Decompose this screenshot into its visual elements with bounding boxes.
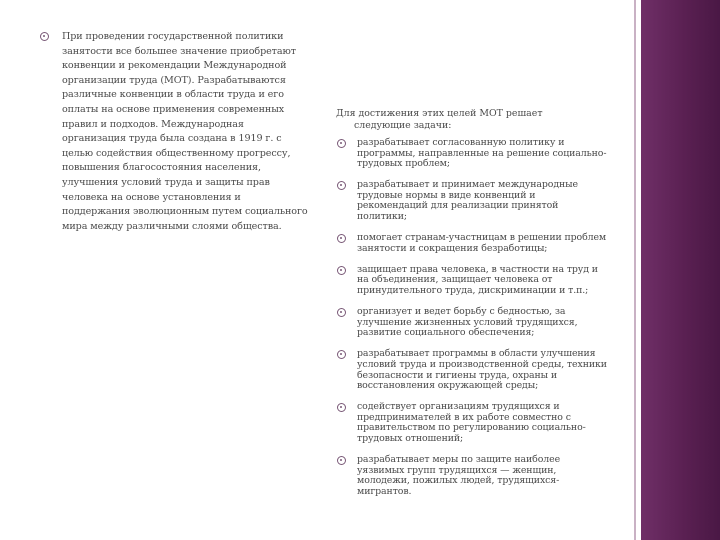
task-text: разрабатывает согласованную политику и программы, направленные на решение социально-трудовых проблем;	[357, 137, 607, 170]
left-paragraph: При проведении государственной политики занятости все большее значение приобретают конвенции и рекомендации Международной организации труда (МОТ). Разрабатываются различные конвенции в области труда и его оплаты на основе применения современных правил и подходов. Международная организация труда была создана в 1919 г. с целью содействия общественному прогрессу, повышения благосостояния населения, улучшения условий труда и защиты прав человека на основе установления и поддержания эволюционным путем социального мира между различными слоями общества.	[62, 31, 308, 232]
task-item	[336, 349, 608, 391]
task-text: защищает права человека, в частности на труд и на объединения, защищает человека от принудительного труда, дискриминации и т.п.;	[357, 263, 598, 297]
decorative-side-panel	[641, 0, 720, 540]
task-text: помогает странам-участницам в решении проблем занятости и сокращения безработицы;	[357, 232, 607, 254]
divider-line	[634, 0, 636, 540]
right-column	[336, 108, 608, 508]
task-item	[336, 402, 608, 444]
task-item	[336, 138, 608, 170]
task-item	[336, 455, 608, 497]
task-item	[336, 180, 608, 222]
tasks-intro-line-1: Для достижения этих целей МОТ решает	[336, 108, 543, 119]
left-bullet-item	[40, 30, 310, 234]
task-item	[336, 265, 608, 297]
bullet-icon	[40, 32, 49, 41]
task-text: содействует организациям трудящихся и предпринимателей в их работе совместно с правительством по регулированию социально-трудовых отношений;	[357, 401, 586, 445]
left-column	[40, 30, 310, 234]
task-text: разрабатывает программы в области улучшения условий труда и производственной среды, техники безопасности и гигиены труда, охраны и восстановления окружающей среды;	[357, 348, 607, 392]
tasks-intro	[336, 108, 608, 132]
task-text: разрабатывает и принимает международные трудовые нормы в виде конвенций и рекомендаций для реализации принятой политики;	[357, 179, 578, 223]
bullet-icon	[337, 139, 346, 148]
bullet-icon	[337, 234, 346, 243]
tasks-list	[336, 138, 608, 498]
task-text: разрабатывает меры по защите наиболее уязвимых групп трудящихся — женщин, молодежи, пожилых людей, трудящихся-мигрантов.	[357, 454, 561, 497]
bullet-icon	[337, 350, 346, 359]
bullet-icon	[337, 266, 346, 275]
tasks-intro-line-2: следующие задачи:	[354, 120, 452, 131]
bullet-icon	[337, 456, 346, 465]
task-text: организует и ведет борьбу с бедностью, за улучшение жизненных условий трудящихся, развитие социального обеспечения;	[357, 306, 578, 339]
bullet-icon	[337, 308, 346, 317]
bullet-icon	[337, 181, 346, 190]
bullet-icon	[337, 403, 346, 412]
task-item	[336, 233, 608, 254]
task-item	[336, 307, 608, 339]
